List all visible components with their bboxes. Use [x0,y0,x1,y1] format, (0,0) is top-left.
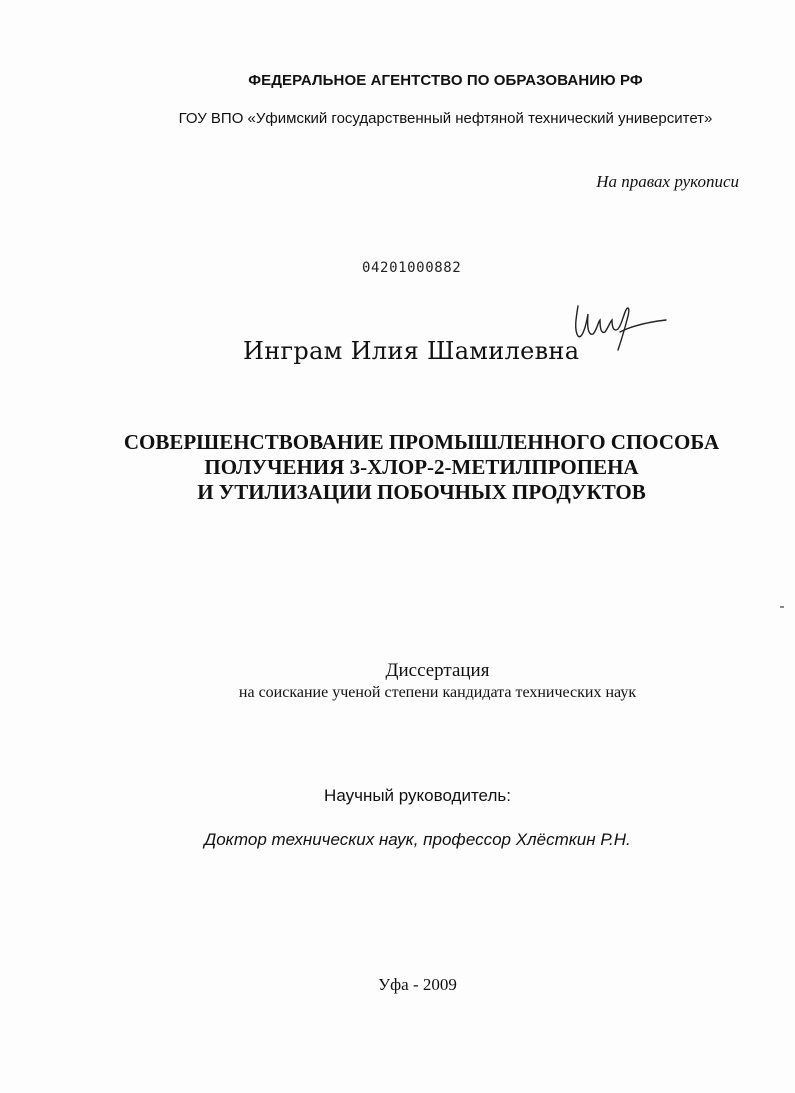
degree-statement: на соискание ученой степени кандидата технических наук [238,684,637,701]
title-line-3: И УТИЛИЗАЦИИ ПОБОЧНЫХ ПРОДУКТОВ [197,480,646,504]
agency-name: ФЕДЕРАЛЬНОЕ АГЕНТСТВО ПО ОБРАЗОВАНИЮ РФ [248,72,643,89]
scan-speck [780,606,784,608]
title-line-1: СОВЕРШЕНСТВОВАНИЕ ПРОМЫШЛЕННОГО СПОСОБА [123,430,720,454]
university-name: ГОУ ВПО «Уфимский государственный нефтяной технический университет» [178,110,713,127]
author-name: Инграм Илия Шамилевна [243,337,580,365]
city-year: Уфа - 2009 [378,975,457,994]
registration-code: 04201000882 [362,260,462,276]
work-type: Диссертация [385,660,490,681]
title-line-2: ПОЛУЧЕНИЯ 3-ХЛОР-2-МЕТИЛПРОПЕНА [204,455,639,479]
author-signature [570,296,670,354]
advisor-label: Научный руководитель: [324,786,511,805]
dissertation-title [0,430,795,505]
advisor-name: Доктор технических наук, профессор Хлёсткин Р.Н. [204,830,631,849]
manuscript-rights-note: На правах рукописи [596,172,739,191]
